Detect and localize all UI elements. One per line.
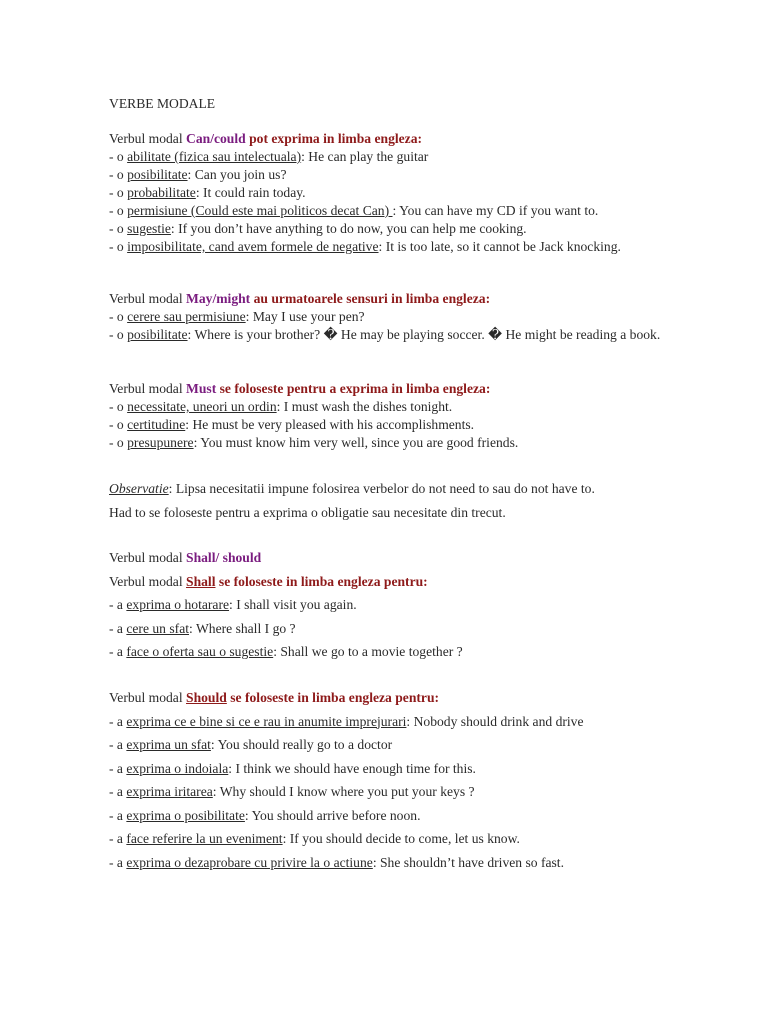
list-item: - o permisiune (Could este mai politicos decat Can) : You can have my CD if you want to. [109, 203, 599, 218]
section-heading: Verbul modal Shall/ should [109, 550, 262, 565]
section-shall [109, 546, 669, 664]
section-intro: Verbul modal Shall se foloseste in limba engleza pentru: [109, 573, 428, 589]
section-should [109, 686, 669, 874]
list-item: - a exprima o indoiala: I think we should have enough time for this. [109, 760, 476, 776]
section-can-could [109, 130, 669, 256]
modal-term: Can/could [186, 131, 246, 146]
list-item: - a exprima o hotarare: I shall visit you again. [109, 597, 357, 612]
section-intro: Verbul modal Can/could pot exprima in limba engleza: [109, 131, 423, 146]
list-item: - o certitudine: He must be very pleased with his accomplishments. [109, 417, 475, 432]
list-item: - o imposibilitate, cand avem formele de negative: It is too late, so it cannot be Jack knocking. [109, 239, 621, 254]
modal-term: Should [186, 690, 227, 705]
list-item: - o necessitate, uneori un ordin: I must wash the dishes tonight. [109, 399, 453, 414]
list-item: - o abilitate (fizica sau intelectuala): He can play the guitar [109, 149, 429, 164]
section-intro: Verbul modal Should se foloseste in limba engleza pentru: [109, 690, 440, 705]
list-item: - a exprima o posibilitate: You should arrive before noon. [109, 807, 421, 823]
list-item: - o presupunere: You must know him very well, since you are good friends. [109, 435, 519, 450]
list-item: - o posibilitate: Where is your brother? � He may be playing soccer. � He might be reading a book. [109, 327, 661, 342]
section-intro: Verbul modal May/might au urmatoarele sensuri in limba engleza: [109, 291, 491, 306]
list-item: - a exprima o dezaprobare cu privire la o actiune: She shouldn’t have driven so fast. [109, 854, 564, 870]
page-title: VERBE MODALE [109, 96, 216, 111]
section-may-might [109, 290, 669, 344]
section-must [109, 380, 669, 452]
list-item: - o probabilitate: It could rain today. [109, 185, 306, 200]
observatie-line: Had to se foloseste pentru a exprima o obligatie sau necesitate din trecut. [109, 504, 506, 520]
list-item: - a face referire la un eveniment: If you should decide to come, let us know. [109, 831, 520, 846]
list-item: - a exprima un sfat: You should really go to a doctor [109, 737, 393, 752]
section-observatie [109, 477, 669, 524]
list-item: - o cerere sau permisiune: May I use your pen? [109, 309, 365, 324]
modal-term: May/might [186, 291, 251, 306]
list-item: - o posibilitate: Can you join us? [109, 167, 287, 182]
observatie-label: Observatie [109, 481, 169, 496]
modal-term: Shall/ should [186, 550, 262, 565]
section-intro: Verbul modal Must se foloseste pentru a exprima in limba engleza: [109, 381, 491, 396]
modal-term: Shall [186, 573, 216, 589]
list-item: - a exprima iritarea: Why should I know where you put your keys ? [109, 784, 475, 799]
observatie-line: Observatie: Lipsa necesitatii impune folosirea verbelor do not need to sau do not have to. [109, 481, 595, 496]
list-item: - a exprima ce e bine si ce e rau in anumite imprejurari: Nobody should drink and drive [109, 713, 584, 729]
list-item: - a cere un sfat: Where shall I go ? [109, 620, 296, 636]
modal-term: Must [186, 381, 217, 396]
list-item: - o sugestie: If you don’t have anything to do now, you can help me cooking. [109, 221, 527, 236]
list-item: - a face o oferta sau o sugestie: Shall we go to a movie together ? [109, 644, 463, 659]
